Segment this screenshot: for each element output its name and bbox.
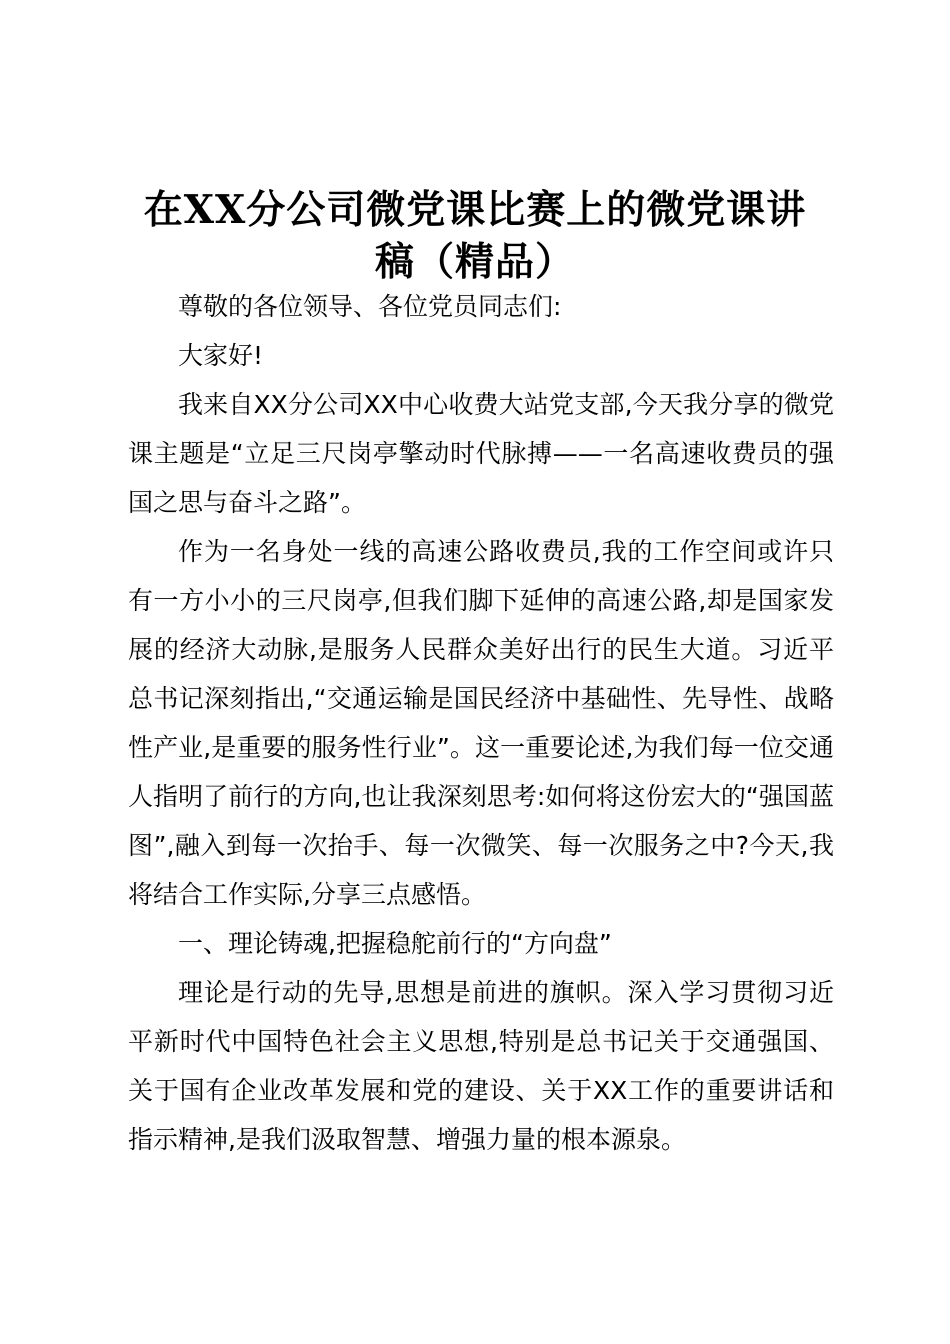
section-heading-1: 一、理论铸魂,把握稳舵前行的“方向盘” <box>178 929 612 958</box>
document-title <box>110 184 840 288</box>
title-line-2: 稿（精品） <box>374 239 575 285</box>
document-body <box>128 282 834 1164</box>
section-1-paragraph: 理论是行动的先导,思想是前进的旗帜。深入学习贯彻习近平新时代中国特色社会主义思想,特别是总书记关于交通强国、关于国有企业改革发展和党的建设、关于XX工作的重要讲话和指示精神,是我们汲取智慧、增强力量的根本源泉。 <box>128 978 834 1154</box>
title-line-1: 在XX分公司微党课比赛上的微党课讲 <box>143 187 807 233</box>
salutation: 尊敬的各位领导、各位党员同志们: <box>178 292 562 321</box>
intro-paragraph: 我来自XX分公司XX中心收费大站党支部,今天我分享的微党课主题是“立足三尺岗亭擎动时代脉搏——一名高速收费员的强国之思与奋斗之路”。 <box>128 390 834 517</box>
context-paragraph: 作为一名身处一线的高速公路收费员,我的工作空间或许只有一方小小的三尺岗亭,但我们脚下延伸的高速公路,却是国家发展的经济大动脉,是服务人民群众美好出行的民生大道。习近平总书记深刻指出,“交通运输是国民经济中基础性、先导性、战略性产业,是重要的服务性行业”。这一重要论述,为我们每一位交通人指明了前行的方向,也让我深刻思考:如何将这份宏大的“强国蓝图”,融入到每一次抬手、每一次微笑、每一次服务之中?今天,我将结合工作实际,分享三点感悟。 <box>128 537 834 909</box>
greeting: 大家好! <box>178 341 264 370</box>
